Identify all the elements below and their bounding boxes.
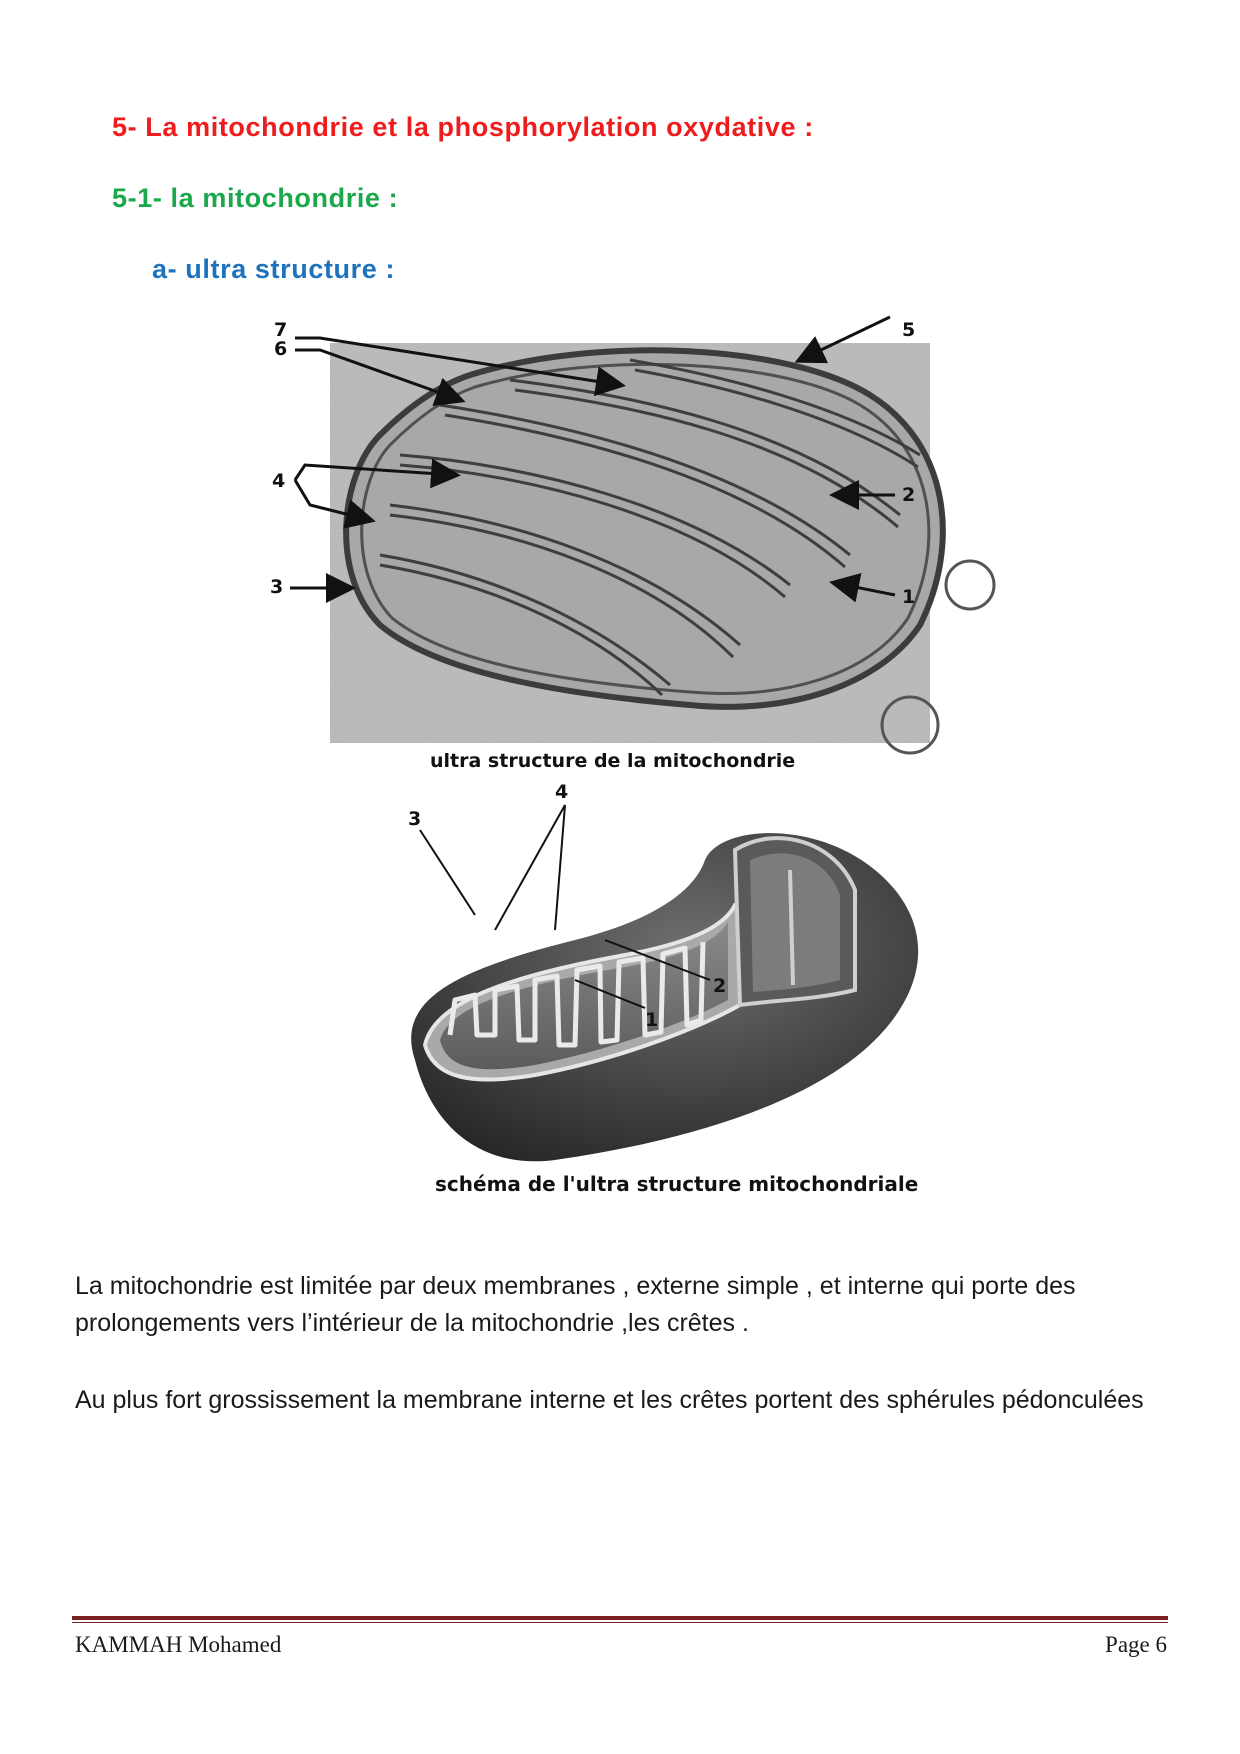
schema-label-1: 1 bbox=[645, 1009, 659, 1031]
vesicle bbox=[946, 561, 994, 609]
micrograph-caption: ultra structure de la mitochondrie bbox=[430, 750, 796, 772]
label-5: 5 bbox=[902, 319, 916, 341]
label-2: 2 bbox=[902, 484, 916, 506]
schema-label-4: 4 bbox=[555, 781, 569, 803]
micrograph-figure bbox=[270, 319, 1050, 765]
footer-rule-thin bbox=[72, 1622, 1168, 1623]
footer-page-number: Page 6 bbox=[1105, 1632, 1167, 1657]
schema-caption: schéma de l'ultra structure mitochondriale bbox=[435, 1172, 919, 1196]
subsection-heading: 5-1- la mitochondrie : bbox=[112, 183, 399, 213]
paragraph-membranes: La mitochondrie est limitée par deux membranes , externe simple , et interne qui porte des prolongements vers l’intérieur de la mitochondrie ,les crêtes . bbox=[75, 1272, 1076, 1337]
micrograph-svg bbox=[270, 319, 1050, 765]
label-7: 7 bbox=[274, 319, 288, 341]
label-4: 4 bbox=[272, 470, 286, 492]
footer-author: KAMMAH Mohamed bbox=[75, 1632, 282, 1657]
end-cap-inner bbox=[750, 853, 840, 992]
label-1: 1 bbox=[902, 586, 916, 608]
label-6: 6 bbox=[274, 338, 288, 360]
section-heading: 5- La mitochondrie et la phosphorylation oxydative : bbox=[112, 112, 814, 142]
schema-figure bbox=[395, 781, 955, 1170]
item-heading: a- ultra structure : bbox=[152, 254, 396, 284]
schema-label-3: 3 bbox=[408, 808, 422, 830]
label-3: 3 bbox=[270, 576, 284, 598]
paragraph-spherules: Au plus fort grossissement la membrane interne et les crêtes portent des sphérules pédonculées bbox=[75, 1386, 1144, 1414]
schema-label-2: 2 bbox=[713, 975, 727, 997]
footer-rule bbox=[72, 1616, 1168, 1620]
schema-svg bbox=[395, 781, 955, 1170]
